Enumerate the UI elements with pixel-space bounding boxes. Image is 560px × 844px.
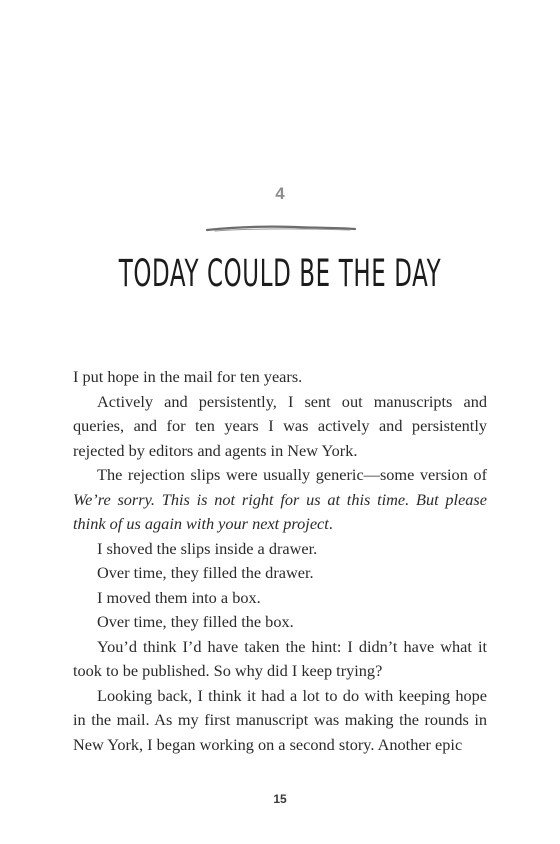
paragraph: Over time, they filled the drawer. bbox=[97, 563, 314, 582]
paragraph: Looking back, I think it had a lot to do with keeping hope in the mail. As my first manuscript was making the rounds in New York, I began working on a second story. Another epic bbox=[73, 685, 487, 754]
body-text bbox=[73, 365, 487, 757]
chapter-divider bbox=[205, 222, 357, 236]
paragraph bbox=[73, 463, 487, 537]
paragraph: Over time, they filled the box. bbox=[97, 612, 294, 631]
paragraph-text: The rejection slips were usually generic—some version of bbox=[97, 465, 487, 484]
paragraph: Actively and persistently, I sent out manuscripts and queries, and for ten years I was actively and persistently rejected by editors and agents in New York. bbox=[73, 391, 487, 460]
chapter-title: TODAY COULD BE THE DAY bbox=[118, 252, 442, 295]
paragraph: You’d think I’d have taken the hint: I didn’t have what it took to be published. So why did I keep trying? bbox=[73, 636, 487, 680]
paragraph: I moved them into a box. bbox=[97, 587, 261, 607]
chapter-number: 4 bbox=[275, 184, 285, 203]
page-number: 15 bbox=[273, 792, 287, 806]
paragraph: I put hope in the mail for ten years. bbox=[73, 367, 303, 386]
paragraph-text: . bbox=[328, 514, 333, 533]
paragraph: I shoved the slips inside a drawer. bbox=[97, 538, 318, 558]
rejection-quote: We’re sorry. This is not right for us at this time. But please think of us again with your next project bbox=[73, 489, 487, 533]
